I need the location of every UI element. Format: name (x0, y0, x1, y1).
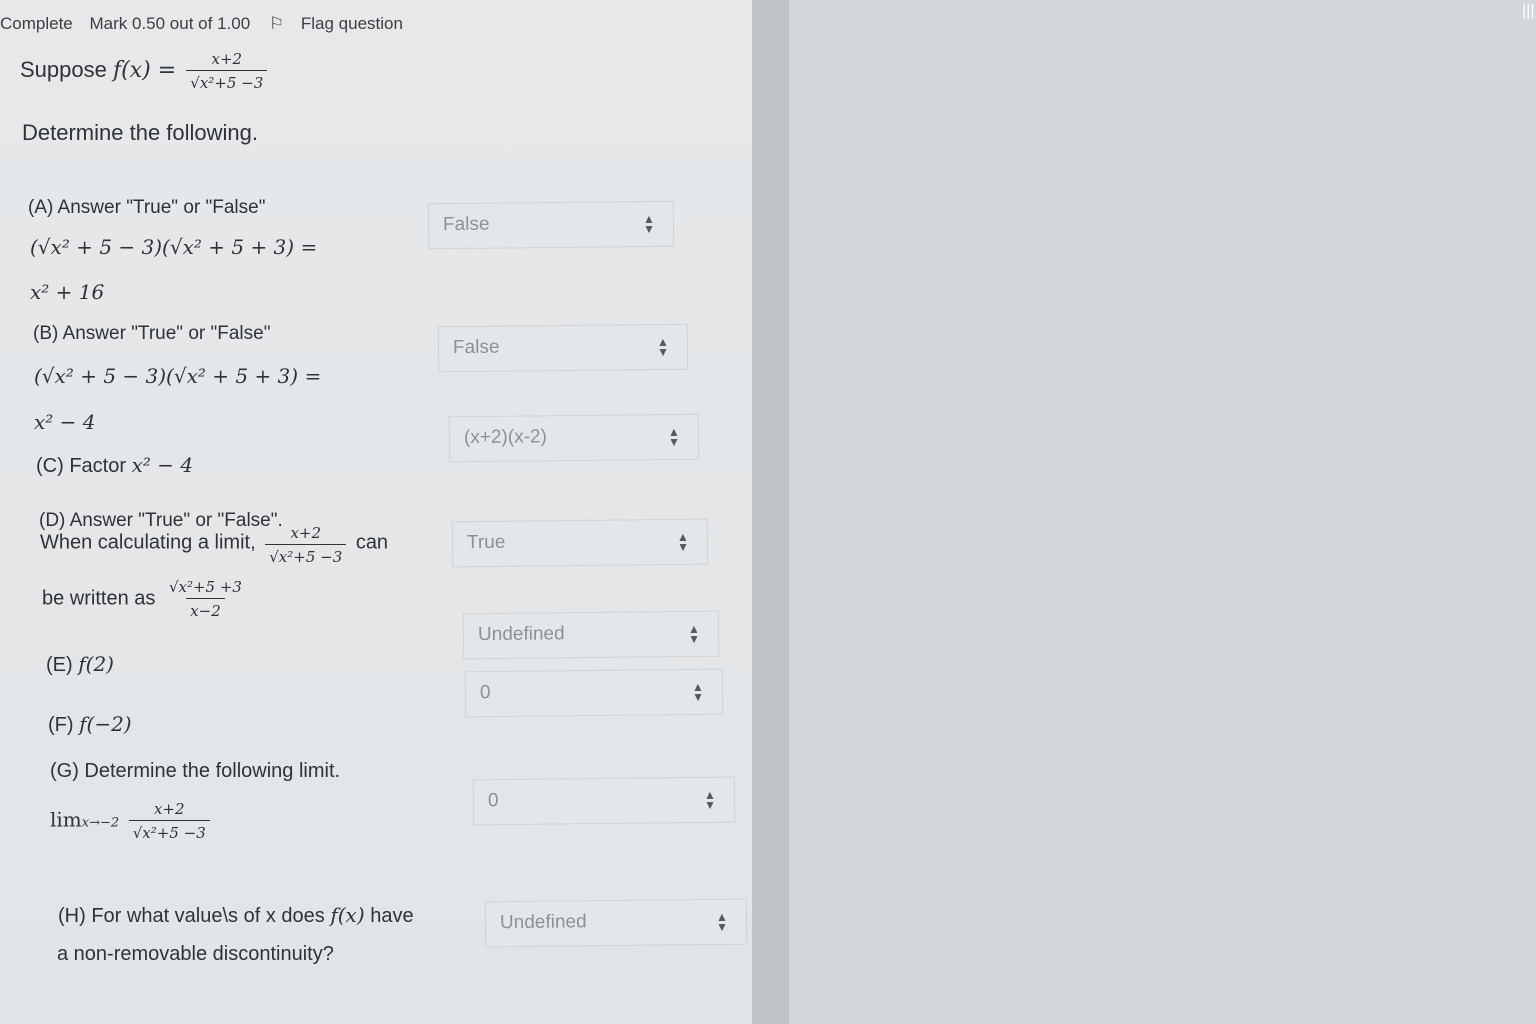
part-a-expr2: x² + 16 (30, 280, 105, 304)
part-c-label (36, 453, 193, 478)
select-arrows-icon: ▲ ▼ (642, 211, 656, 237)
flag-question-button[interactable] (267, 14, 415, 33)
part-g-limit (50, 800, 214, 842)
part-d-label: (D) Answer "True" or "False". (39, 510, 283, 531)
menu-icon[interactable]: ||| (1522, 2, 1535, 19)
part-d-fraction2 (165, 578, 246, 620)
part-d-denominator2: x−2 (186, 598, 225, 620)
part-h-select[interactable] (485, 899, 747, 948)
intro-fx: f(x) = (112, 57, 177, 83)
status-state: Complete (0, 14, 73, 33)
select-arrows-icon: ▲ ▼ (656, 334, 670, 360)
part-d-can: can (355, 531, 389, 554)
question-status-bar (0, 14, 427, 34)
select-arrows-icon: ▲ ▼ (676, 529, 690, 554)
part-f-label (48, 712, 132, 737)
part-g-fraction (129, 800, 210, 842)
f-denominator: √x²+5 −3 (186, 70, 267, 92)
part-a-expr1: (√x² + 5 − 3)(√x² + 5 + 3) = (30, 235, 318, 259)
flag-icon: ⚐ (268, 14, 285, 33)
select-arrows-icon: ▲ ▼ (687, 621, 701, 646)
part-e-text: (E) (46, 654, 73, 676)
intro-prefix: Suppose (20, 56, 107, 82)
part-a-label: (A) Answer "True" or "False" (28, 197, 266, 218)
part-d-line3 (42, 578, 250, 620)
part-a-selected-value: False (442, 213, 490, 236)
part-d-line2 (40, 520, 388, 566)
select-arrows-icon: ▲ ▼ (703, 787, 717, 812)
part-a-select[interactable] (428, 201, 674, 250)
part-f-expr: f(−2) (79, 712, 132, 736)
select-arrows-icon: ▲ ▼ (691, 679, 705, 704)
part-h-suffix: have (370, 905, 414, 927)
flag-label: Flag question (300, 14, 403, 33)
part-d-be-written: be written as (42, 587, 156, 610)
part-c-expr: x² − 4 (131, 453, 194, 477)
part-g-select[interactable] (473, 777, 735, 826)
part-d-prefix: When calculating a limit, (40, 531, 256, 554)
part-f-select[interactable] (465, 669, 723, 718)
part-f-text: (F) (48, 714, 74, 736)
determine-heading: Determine the following. (22, 120, 259, 145)
f-numerator: x+2 (211, 50, 243, 68)
part-b-label: (B) Answer "True" or "False" (33, 323, 271, 344)
part-h-selected-value: Undefined (499, 911, 587, 934)
part-c-text: (C) Factor (36, 455, 126, 477)
part-b-select[interactable] (438, 324, 688, 373)
part-d-numerator: x+2 (290, 524, 322, 542)
part-c-selected-value: (x+2)(x-2) (463, 426, 547, 449)
f-fraction (186, 50, 267, 92)
select-arrows-icon: ▲ ▼ (715, 909, 729, 934)
right-edge-strip (752, 0, 1535, 1024)
part-h-line2: a non-removable discontinuity? (57, 943, 334, 965)
part-c-select[interactable] (449, 414, 699, 463)
part-f-selected-value: 0 (479, 682, 491, 704)
part-h-expr: f(x) (330, 903, 365, 927)
question-panel (0, 0, 753, 1024)
part-e-select[interactable] (463, 611, 719, 660)
status-mark: Mark 0.50 out of 1.00 (89, 14, 251, 33)
part-g-lim: lim (50, 807, 82, 832)
part-d-selected-value: True (466, 531, 506, 554)
part-e-expr: f(2) (78, 652, 114, 676)
part-g-selected-value: 0 (487, 790, 499, 812)
part-g-denominator: √x²+5 −3 (129, 820, 210, 842)
part-g-sub: x→−2 (81, 815, 120, 831)
part-b-selected-value: False (452, 336, 500, 359)
part-h-prefix: (H) For what value\s of x does (58, 905, 325, 927)
part-d-numerator2: √x²+5 +3 (168, 578, 242, 596)
part-e-label (46, 652, 114, 677)
part-d-select[interactable] (452, 519, 708, 568)
part-d-denominator: √x²+5 −3 (265, 544, 346, 566)
part-g-numerator: x+2 (153, 800, 185, 818)
question-intro (20, 50, 271, 92)
part-b-expr2: x² − 4 (34, 410, 96, 434)
part-g-label: (G) Determine the following limit. (50, 760, 341, 782)
select-arrows-icon: ▲ ▼ (667, 424, 681, 450)
part-d-fraction (265, 524, 346, 566)
part-e-selected-value: Undefined (477, 623, 565, 646)
part-b-expr1: (√x² + 5 − 3)(√x² + 5 + 3) = (34, 364, 322, 388)
part-h-line1 (58, 903, 414, 928)
